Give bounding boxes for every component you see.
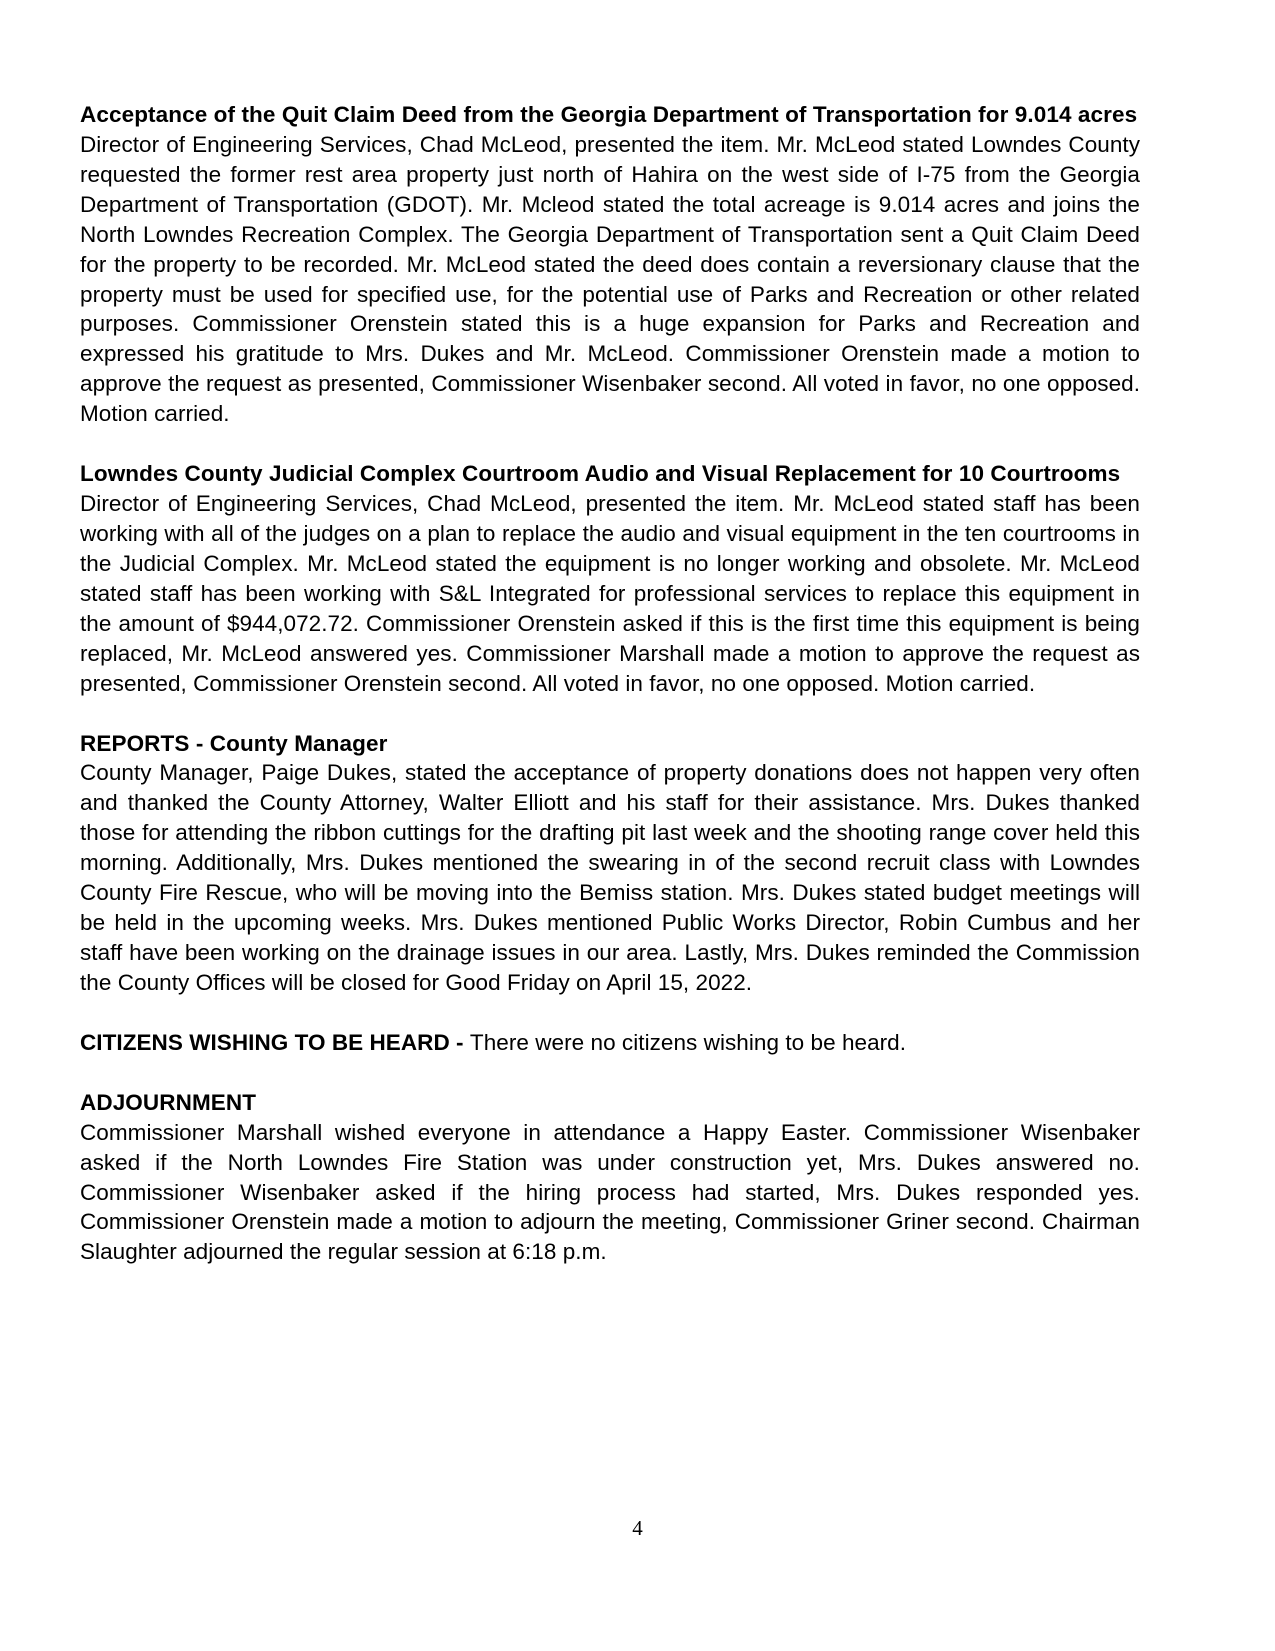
- section-heading-courtroom-audio-visual: Lowndes County Judicial Complex Courtroom Audio and Visual Replacement for 10 Courtrooms: [80, 461, 1121, 487]
- section-body-citizens-wishing-to-be-heard: [80, 1028, 1140, 1058]
- page-number: 4: [632, 1516, 643, 1540]
- section-heading-quit-claim-deed: Acceptance of the Quit Claim Deed from the Georgia Department of Transportation for 9.014 acres: [80, 102, 1138, 127]
- section-citizens-wishing-to-be-heard: [80, 1028, 1140, 1058]
- inline-text-citizens-wishing-to-be-heard: There were no citizens wishing to be heard.: [469, 1029, 907, 1055]
- section-heading-adjournment: ADJOURNMENT: [80, 1089, 257, 1115]
- document-body: [80, 100, 1140, 1267]
- section-body-quit-claim-deed: Director of Engineering Services, Chad McLeod, presented the item. Mr. McLeod stated Lowndes County requested the former rest area property just north of Hahira on the west side of I-75 from the Georgia Department of Transportation (GDOT). Mr. Mcleod stated the total acreage is 9.014 acres and joins the North Lowndes Recreation Complex. The Georgia Department of Transportation sent a Quit Claim Deed for the property to be recorded. Mr. McLeod stated the deed does contain a reversionary clause that the property must be used for specified use, for the potential use of Parks and Recreation or other related purposes. Commissioner Orenstein stated this is a huge expansion for Parks and Recreation and expressed his gratitude to Mrs. Dukes and Mr. McLeod. Commissioner Orenstein made a motion to approve the request as presented, Commissioner Wisenbaker second. All voted in favor, no one opposed. Motion carried.: [80, 131, 1140, 427]
- section-body-adjournment: Commissioner Marshall wished everyone in attendance a Happy Easter. Commissioner Wisenbaker asked if the North Lowndes Fire Station was under construction yet, Mrs. Dukes answered no. Commissioner Wisenbaker asked if the hiring process had started, Mrs. Dukes responded yes. Commissioner Orenstein made a motion to adjourn the meeting, Commissioner Griner second. Chairman Slaughter adjourned the regular session at 6:18 p.m.: [80, 1119, 1140, 1265]
- section-heading-reports-county-manager: REPORTS - County Manager: [80, 730, 388, 756]
- section-adjournment: [80, 1088, 1140, 1268]
- section-quit-claim-deed: [80, 100, 1140, 429]
- section-reports-county-manager: [80, 729, 1140, 998]
- section-body-courtroom-audio-visual: Director of Engineering Services, Chad McLeod, presented the item. Mr. McLeod stated staff has been working with all of the judges on a plan to replace the audio and visual equipment in the ten courtrooms in the Judicial Complex. Mr. McLeod stated the equipment is no longer working and obsolete. Mr. McLeod stated staff has been working with S&L Integrated for professional services to replace this equipment in the amount of $944,072.72. Commissioner Orenstein asked if this is the first time this equipment is being replaced, Mr. McLeod answered yes. Commissioner Marshall made a motion to approve the request as presented, Commissioner Orenstein second. All voted in favor, no one opposed. Motion carried.: [80, 491, 1140, 696]
- inline-heading-citizens-wishing-to-be-heard: CITIZENS WISHING TO BE HEARD -: [80, 1029, 470, 1055]
- section-courtroom-audio-visual: [80, 459, 1140, 698]
- section-body-reports-county-manager: County Manager, Paige Dukes, stated the acceptance of property donations does not happen very often and thanked the County Attorney, Walter Elliott and his staff for their assistance. Mrs. Dukes thanked those for attending the ribbon cuttings for the drafting pit last week and the shooting range cover held this morning. Additionally, Mrs. Dukes mentioned the swearing in of the second recruit class with Lowndes County Fire Rescue, who will be moving into the Bemiss station. Mrs. Dukes stated budget meetings will be held in the upcoming weeks. Mrs. Dukes mentioned Public Works Director, Robin Cumbus and her staff have been working on the drainage issues in our area. Lastly, Mrs. Dukes reminded the Commission the County Offices will be closed for Good Friday on April 15, 2022.: [80, 760, 1140, 995]
